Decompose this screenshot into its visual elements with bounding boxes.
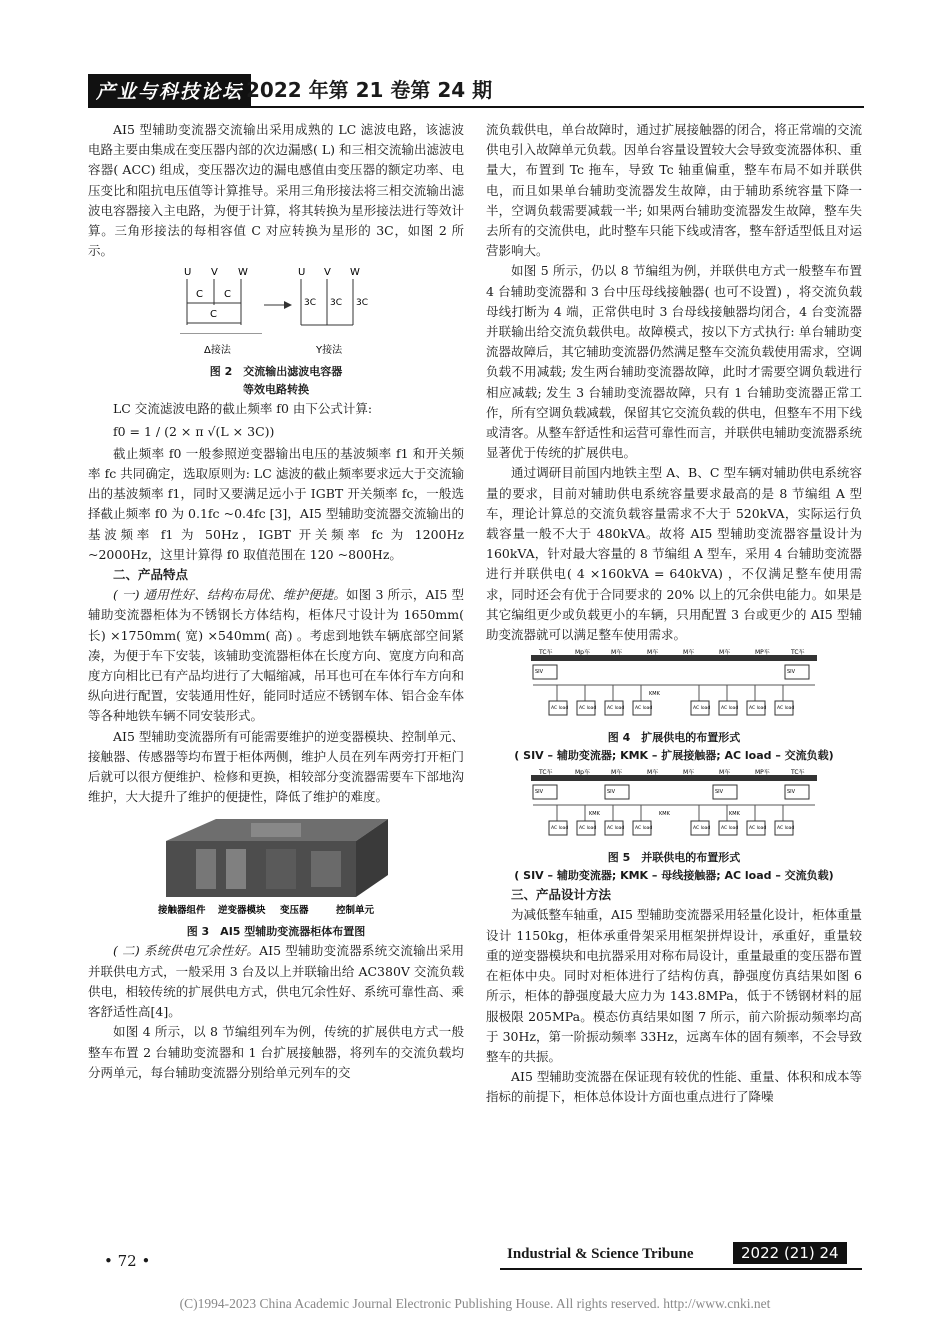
- footer-issue: 2022 (21) 24: [733, 1242, 847, 1264]
- paragraph: AI5 型辅助变流器在保证现有较优的性能、重量、体积和成本等指标的前提下，柜体总体设计方面也重点进行了降噪: [486, 1069, 862, 1105]
- kmk-label: KMK: [649, 691, 660, 698]
- publication-name: Industrial & Science Tribune: [507, 1246, 694, 1262]
- load-label: AC load: [777, 706, 795, 712]
- label-u: U: [184, 267, 192, 279]
- figure-5-caption: 图 5 并联供电的布置形式: [607, 851, 741, 865]
- figure-3-cabinet: [156, 811, 396, 919]
- right-column: [486, 120, 862, 1108]
- load-label: AC load: [607, 706, 625, 712]
- page-number: • 72 •: [104, 1252, 151, 1270]
- y-label: Y接法: [316, 345, 343, 357]
- paragraph: 通过调研目前国内地铁主型 A、B、C 型车辆对辅助供电系统容量的要求，目前对辅助供电系统容量要求最高的是 8 节编组 A 型车，理论计算总的交流负载容量需求不大于 520kVA，实际运行负载容量一般不大于 480kVA。故将 AI5 型辅助变流器容量设计为 160kVA，针对最大容量的 8 节编组 A 型车，采用 4 台辅助变流器进行并联供电( 4 ×160kVA = 640kVA) ，不仅满足整车使用需求，同时还会有优于合同要求的 20% 以上的冗余供电能力。如果是其它编组更少或负载更小的车辆，只用配置 3 台或更少的 AI5 型辅助变流器就可以满足整车使用需求。: [486, 465, 862, 643]
- load-label: AC load: [635, 706, 653, 712]
- load-label: AC load: [777, 826, 795, 832]
- figure-5-legend: ( SIV – 辅助变流器; KMK – 母线接触器; AC load – 交流负载): [514, 869, 834, 883]
- load-label: AC load: [693, 826, 711, 832]
- label-inverter: 逆变器模块: [218, 905, 266, 917]
- car-label: MP车: [755, 769, 770, 777]
- figure-4-legend: ( SIV – 辅助变流器; KMK – 扩展接触器; AC load – 交流负载): [514, 749, 834, 763]
- car-label: M车: [647, 769, 659, 777]
- car-label: Mp车: [575, 649, 590, 657]
- load-label: AC load: [749, 826, 767, 832]
- header-rule: [88, 106, 864, 108]
- label-transformer: 变压器: [280, 905, 309, 917]
- train-body: [531, 655, 817, 661]
- car-label: M车: [683, 769, 695, 777]
- journal-name: 产业与科技论坛: [88, 74, 251, 107]
- siv-label: SIV: [787, 789, 796, 796]
- subheading: ( 一) 通用性好、结构布局优、维护便捷。: [113, 587, 347, 603]
- car-label: MP车: [755, 649, 770, 657]
- cap-label: C: [210, 309, 217, 321]
- load-label: AC load: [749, 706, 767, 712]
- load-label: AC load: [551, 706, 569, 712]
- figure-3-caption: 图 3 AI5 型辅助变流器柜体布置图: [186, 925, 366, 939]
- load-label: AC load: [607, 826, 625, 832]
- paragraph: 为减低整车轴重，AI5 型辅助变流器采用轻量化设计，柜体重量设计 1150kg，柜体承重骨架采用框架拼焊设计，承重好，重量较重的逆变器模块和电抗器采用对称布局设计，重量最重的变压器布置在柜体中央。同时对柜体进行了结构仿真，静强度仿真结果如图 6 所示，柜体的静强度最大应力为 143.8MPa，低于不锈钢材料的屈服极限 205MPa。模态仿真结果如图 7 所示，前六阶振动频率均高于 30Hz，第一阶振动频率 33Hz，远离车体的固有频率，不会导致整车的共振。: [486, 907, 862, 1064]
- car-label: M车: [719, 649, 731, 657]
- kmk-label: KMK: [589, 811, 600, 818]
- label-w: W: [350, 267, 360, 279]
- footer-rule: [500, 1268, 862, 1270]
- paragraph-text: 如图 3 所示，AI5 型辅助变流器柜体为不锈钢长方体结构，柜体尺寸设计为 1650mm( 长) ×1750mm( 宽) ×540mm( 高) 。考虑到地铁车辆底部空间紧凑，为便于车下安装，该辅助变流器柜体在长度方向、宽度方向和高度方向相比已有产品均进行了大幅缩减，吊耳也可在车体行车方向和纵向进行配置，安装通用性好，能同时适应不锈钢车体、铝合金车体等各种地铁车辆不同安装形式。: [88, 587, 465, 724]
- load-label: AC load: [693, 706, 711, 712]
- siv-label: SIV: [535, 789, 544, 796]
- car-label: TC车: [539, 649, 553, 657]
- figure-2-caption: 图 2 交流输出滤波电容器: [209, 365, 343, 379]
- car-label: M车: [683, 649, 695, 657]
- paragraph: AI5 型辅助变流器交流输出采用成熟的 LC 滤波电路，该滤波电路主要由集成在变压器内部的次边漏感( L) 和三相交流输出滤波电容器( ACC) 组成，变压器次边的漏电感值由变压器的额定功率、电压变比和阻抗电压值等计算推导。采用三角形接法将三相交流输出滤波电容器接入主电路，为便于计算，将其转换为星形接法进行等效计算。三角形接法的每相容值 C 对应转换为星形的 3C，如图 2 所示。: [88, 122, 465, 259]
- cap-label: C: [224, 289, 231, 301]
- paragraph: 流负载供电，单台故障时，通过扩展接触器的闭合，将正常端的交流供电引入故障单元负载。因单台容量设置较大会导致变流器体积、重量大，布置到 Tc 拖车，导致 Tc 轴重偏重，整车布局不如并联供电，而且如果单台辅助变流器发生故障，由于辅助系统容量下降一半，空调负载需要减载一半; 如果两台辅助变流器发生故障，整车失去所有的交流供电，此时整车只能下线或清客，整车舒适型低且对运营影响大。: [486, 122, 862, 259]
- left-column: [88, 120, 464, 1083]
- subheading: ( 二) 系统供电冗余性好。: [113, 943, 260, 959]
- paragraph: 截止频率 f0 一般参照逆变器输出电压的基波频率 f1 和开关频率 fc 共同确定，选取原则为: LC 滤波的截止频率要求远大于交流输出的基波频率 f1，同时又要满足远小于 IGBT 开关频率 fc，一般选择截止频率 f0 为 0.1fc ~0.4fc [3]，AI5 型辅助变流器交流输出的基波频率 f1 为 50Hz，IGBT 开关频率 fc 为 1200Hz ~2000Hz，这里计算得 f0 取值范围在 120 ~800Hz。: [88, 445, 464, 562]
- label-w: W: [238, 267, 248, 279]
- paragraph: AI5 型辅助变流器所有可能需要维护的逆变器模块、控制单元、接触器、传感器等均布置于柜体两侧，维护人员在列车两旁打开柜门后就可以很方便维护、检修和更换，相较部分变流器需要车下部地沟维护，大大提升了维护的便捷性，降低了维护的难度。: [88, 728, 464, 805]
- car-label: M车: [647, 649, 659, 657]
- label-v: V: [211, 267, 218, 279]
- figure-2-caption-2: 等效电路转换: [243, 383, 309, 397]
- section-heading: 二、产品特点: [113, 567, 189, 583]
- cap3-label: 3C: [356, 298, 369, 309]
- load-label: AC load: [635, 826, 653, 832]
- paragraph-text: AI5 型辅助变流器系统交流输出采用并联供电方式，一般采用 3 台及以上并联输出给 AC380V 交流负载供电，相较传统的扩展供电方式，供电冗余性好、系统可靠性高、乘客舒适性高[4]。: [88, 943, 464, 1020]
- paragraph: LC 交流滤波电路的截止频率 f0 由下公式计算:: [113, 401, 373, 417]
- car-label: TC车: [539, 769, 553, 777]
- car-label: TC车: [791, 769, 805, 777]
- cap3-label: 3C: [304, 298, 317, 309]
- label-control: 控制单元: [336, 905, 375, 917]
- figure-5-diagram: [529, 769, 819, 845]
- load-label: AC load: [721, 706, 739, 712]
- kmk-label: KMK: [729, 811, 740, 818]
- siv-label: SIV: [787, 669, 796, 676]
- car-label: TC车: [791, 649, 805, 657]
- load-label: AC load: [579, 826, 597, 832]
- paragraph: [88, 585, 464, 726]
- kmk-label: KMK: [659, 811, 670, 818]
- label-contactor: 接触器组件: [158, 905, 206, 917]
- siv-label: SIV: [535, 669, 544, 676]
- car-label: M车: [611, 769, 623, 777]
- issue-info: 2022 年第 21 卷第 24 期: [246, 78, 493, 102]
- train-body: [531, 775, 817, 781]
- load-label: AC load: [721, 826, 739, 832]
- siv-label: SIV: [607, 789, 616, 796]
- paragraph: 如图 4 所示，以 8 节编组列车为例，传统的扩展供电方式一般整车布置 2 台辅助变流器和 1 台扩展接触器，将列车的交流负载均分两单元，每台辅助变流器分别给单元列车的交: [88, 1024, 464, 1080]
- paragraph: [88, 941, 464, 1022]
- load-label: AC load: [551, 826, 569, 832]
- figure-2-circuit: [176, 265, 376, 359]
- cap3-label: 3C: [330, 298, 343, 309]
- formula: f0 = 1 / (2 × π √(L × 3C)): [113, 423, 275, 439]
- load-label: AC load: [579, 706, 597, 712]
- car-label: Mp车: [575, 769, 590, 777]
- car-label: M车: [611, 649, 623, 657]
- label-u: U: [298, 267, 306, 279]
- delta-label: Δ接法: [204, 345, 231, 357]
- copyright-notice: (C)1994-2023 China Academic Journal Electronic Publishing House. All rights reserved. http://www.cnki.net: [179, 1296, 771, 1311]
- figure-4-caption: 图 4 扩展供电的布置形式: [607, 731, 741, 745]
- figure-4-diagram: [529, 649, 819, 725]
- paragraph: 如图 5 所示，仍以 8 节编组为例，并联供电方式一般整车布置 4 台辅助变流器和 3 台中压母线接触器( 也可不设置) ，将交流负载母线打断为 4 端，正常供电时 3 台母线接触器均闭合，4 台变流器并联输出给交流负载供电。故障模式，按以下方式执行: 单台辅助变流器故障后，其它辅助变流器仍然满足整车交流负载使用需求，空调负载不用减载; 发生两台辅助变流器故障，此时才需要空调负载进行相应减载; 发生 3 台辅助变流器故障，只有 1 台辅助变流器正常工作，所有空调负载减载，保留其它交流负载的供电，但整车不用下线或清客。从整车舒适性和运营可靠性而言，并联供电辅助变流器系统显著优于传统的扩展供电。: [486, 263, 862, 461]
- siv-label: SIV: [715, 789, 724, 796]
- label-v: V: [324, 267, 331, 279]
- section-heading: 三、产品设计方法: [511, 887, 612, 903]
- car-label: M车: [719, 769, 731, 777]
- cap-label: C: [196, 289, 203, 301]
